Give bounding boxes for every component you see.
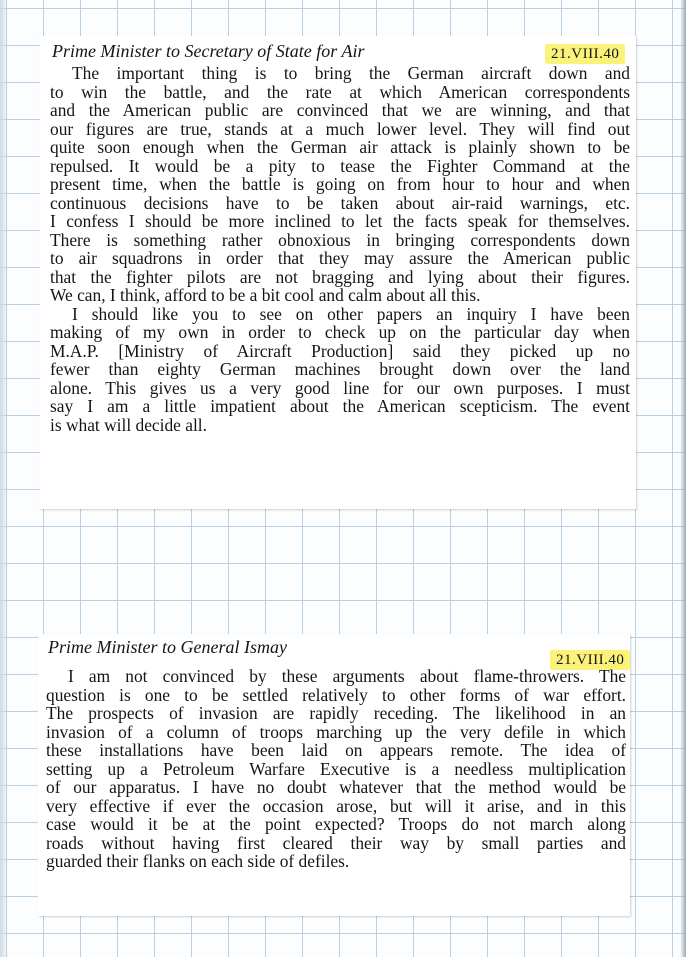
memo-2-heading: Prime Minister to General Ismay (48, 637, 287, 657)
memo-2-line: guarded their flanks on each side of defiles. (46, 851, 350, 871)
memo-1-line: There is something rather obnoxious in bringing correspondents down (50, 229, 630, 250)
memo-1-line: to win the battle, and the rate at which American correspondents (50, 81, 630, 102)
memo-1-line: continuous decisions have to be taken about air-raid warnings, etc. (50, 192, 630, 213)
memo-2-line: these installations have been laid on appears remote. The idea of (46, 740, 626, 760)
memo-2-line: of our apparatus. I have no doubt whatever that the method would be (46, 777, 626, 797)
memo-2-line: roads without having first cleared their way by small parties and (46, 832, 626, 853)
memo-1-line: The important thing is to bring the German aircraft down and (72, 63, 630, 83)
memo-1-line: I should like you to see on other papers an inquiry I have been (72, 303, 630, 324)
memo-1-date: 21.VIII.40 (545, 44, 625, 64)
memo-2-line: question is one to be settled relatively to other forms of war effort. (46, 684, 626, 705)
memo-1-line: to air squadrons in order that they may assure the American public (50, 248, 630, 268)
memo-1-line: say I am a little impatient about the American scepticism. The event (50, 396, 630, 416)
memo-1-line: our figures are true, stands at a much lower level. They will find out (50, 118, 630, 139)
memo-2-line: setting up a Petroleum Warfare Executive is a needless multiplication (46, 758, 626, 779)
memo-2-line: I am not convinced by these arguments about flame-throwers. The (68, 666, 626, 686)
page-shadow-right (680, 0, 686, 957)
memo-1-line: We can, I think, afford to be a bit cool and calm about all this. (50, 285, 481, 305)
memo-1-line: alone. This gives us a very good line for our own purposes. I must (50, 377, 630, 398)
memo-2-line: The prospects of invasion are rapidly receding. The likelihood in an (46, 703, 626, 723)
memo-2-date: 21.VIII.40 (550, 650, 630, 670)
memo-1-line: I confess I should be more inclined to let the facts speak for themselves. (50, 211, 630, 231)
memo-2-body (46, 667, 626, 871)
memo-1-line: M.A.P. [Ministry of Aircraft Production] said they picked up no (50, 340, 630, 361)
memo-1-line: and the American public are convinced that we are winning, and that (50, 100, 630, 120)
memo-1-body (50, 64, 630, 434)
page-shadow-left (0, 0, 8, 957)
memo-1-line: quite soon enough when the German air attack is plainly shown to be (50, 137, 630, 157)
memo-2-line: case would it be at the point expected? Troops do not march along (46, 814, 626, 834)
memo-1-line: making of my own in order to check up on the particular day when (50, 322, 630, 342)
memo-1-line: that the fighter pilots are not bragging and lying about their figures. (50, 266, 630, 287)
memo-1-line: fewer than eighty German machines brought down over the land (50, 359, 630, 379)
memo-1-line: is what will decide all. (50, 414, 207, 435)
memo-2-line: very effective if ever the occasion arose, but will it arise, and in this (46, 795, 626, 816)
memo-1-line: repulsed. It would be a pity to tease the Fighter Command at the (50, 155, 630, 176)
memo-1-line: present time, when the battle is going on from hour to hour and when (50, 174, 630, 194)
memo-2-line: invasion of a column of troops marching up the very defile in which (46, 721, 626, 742)
memo-1-heading: Prime Minister to Secretary of State for Air (52, 41, 365, 61)
